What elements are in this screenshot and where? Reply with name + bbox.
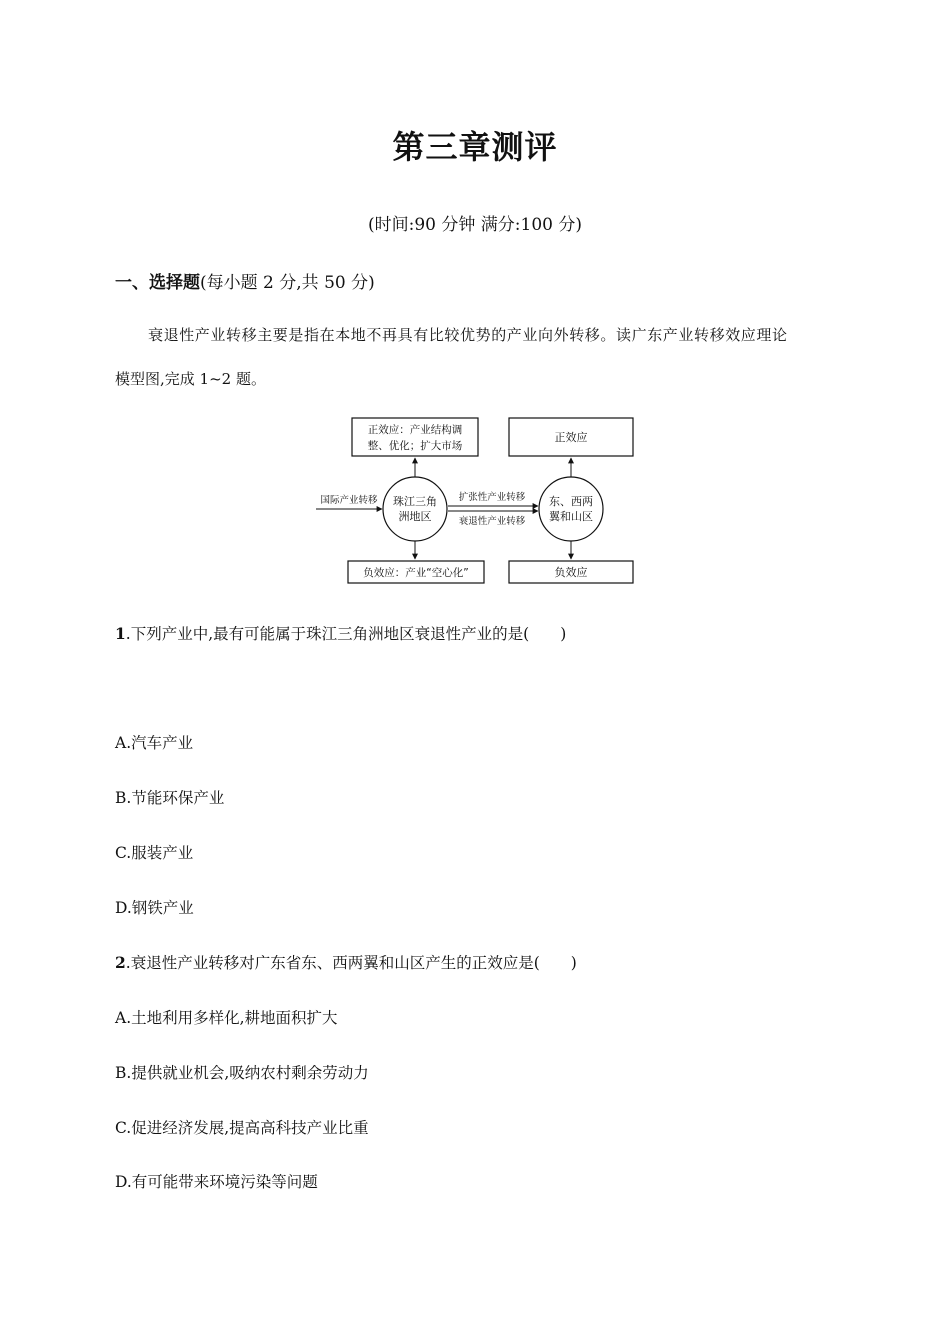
right-circle-text-1: 东、西两 (549, 495, 593, 508)
question-2-number: 2 (115, 953, 126, 972)
q1-option-d[interactable]: D.钢铁产业 (115, 899, 194, 917)
left-positive-text-1: 正效应：产业结构调 (367, 424, 463, 436)
q2-option-a[interactable]: A.土地利用多样化,耕地面积扩大 (115, 1009, 338, 1027)
q2-option-c[interactable]: C.促进经济发展,提高高科技产业比重 (115, 1119, 369, 1137)
q1-option-c[interactable]: C.服装产业 (115, 844, 194, 862)
exam-info: (时间:90 分钟 满分:100 分) (367, 215, 582, 235)
right-negative-text: 负效应 (554, 566, 588, 579)
section-title: 一、选择题 (115, 273, 200, 293)
question-1-text: .下列产业中,最有可能属于珠江三角洲地区衰退性产业的是( ) (125, 625, 567, 643)
international-transfer-label: 国际产业转移 (320, 495, 378, 506)
left-circle-text-2: 洲地区 (398, 510, 432, 523)
q1-option-b[interactable]: B.节能环保产业 (115, 789, 225, 807)
industry-transfer-diagram (314, 414, 636, 586)
question-1-number: 1 (115, 624, 126, 643)
intro-line-1: 衰退性产业转移主要是指在本地不再具有比较优势的产业向外转移。读广东产业转移效应理论 (148, 326, 788, 344)
left-circle-text-1: 珠江三角 (393, 495, 437, 508)
intro-line-2: 模型图,完成 1~2 题。 (115, 370, 266, 388)
east-west-mountain-circle (539, 477, 603, 541)
right-positive-text: 正效应 (554, 431, 588, 444)
question-2-text: .衰退性产业转移对广东省东、西两翼和山区产生的正效应是( ) (125, 954, 577, 972)
q2-option-d[interactable]: D.有可能带来环境污染等问题 (115, 1173, 318, 1191)
question-1 (115, 622, 566, 644)
pearl-river-delta-circle (383, 477, 447, 541)
q2-option-b[interactable]: B.提供就业机会,吸纳农村剩余劳动力 (115, 1064, 369, 1082)
page-title: 第三章测评 (392, 128, 558, 166)
expansion-transfer-label: 扩张性产业转移 (458, 492, 526, 503)
left-negative-text: 负效应：产业“空心化” (363, 567, 469, 579)
section-note: (每小题 2 分,共 50 分) (200, 273, 375, 293)
left-positive-text-2: 整、优化；扩大市场 (367, 440, 463, 452)
q1-option-a[interactable]: A.汽车产业 (115, 734, 194, 752)
section-heading (115, 268, 375, 293)
recession-transfer-label: 衰退性产业转移 (458, 516, 526, 527)
right-circle-text-2: 翼和山区 (549, 510, 593, 523)
question-2 (115, 951, 577, 973)
